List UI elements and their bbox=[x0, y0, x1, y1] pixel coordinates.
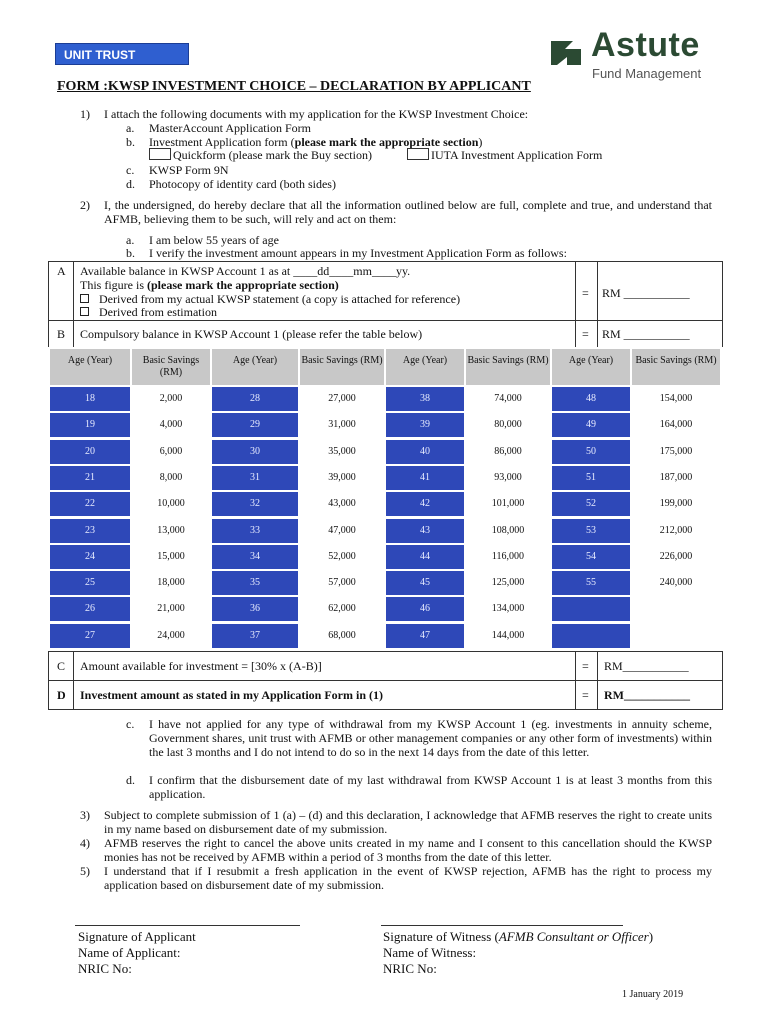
item-2-number: 2) bbox=[80, 198, 90, 212]
row-b-equals: = bbox=[582, 327, 589, 341]
age-cell: 29 bbox=[212, 413, 298, 437]
age-cell bbox=[552, 624, 630, 648]
unit-trust-badge: UNIT TRUST bbox=[55, 43, 189, 65]
item-1a-text: MasterAccount Application Form bbox=[149, 121, 311, 135]
row-d-equals: = bbox=[582, 688, 589, 702]
item-4-number: 4) bbox=[80, 836, 90, 850]
age-cell: 24 bbox=[50, 545, 130, 569]
age-cell: 34 bbox=[212, 545, 298, 569]
row-c-amount[interactable]: RM___________ bbox=[604, 659, 689, 673]
quickform-label: Quickform (please mark the Buy section) bbox=[173, 148, 372, 162]
row-a-equals: = bbox=[582, 286, 589, 300]
savings-header-4: Age (Year) bbox=[386, 349, 464, 385]
savings-header-6: Age (Year) bbox=[552, 349, 630, 385]
savings-cell: 21,000 bbox=[132, 597, 210, 621]
age-cell: 49 bbox=[552, 413, 630, 437]
row-b-amount[interactable]: RM ___________ bbox=[602, 327, 690, 341]
age-cell: 37 bbox=[212, 624, 298, 648]
estimation-label: Derived from estimation bbox=[99, 305, 217, 319]
item-1a-letter: a. bbox=[126, 121, 135, 135]
age-cell: 33 bbox=[212, 519, 298, 543]
estimation-checkbox[interactable] bbox=[80, 307, 89, 316]
age-cell: 46 bbox=[386, 597, 464, 621]
savings-cell: 4,000 bbox=[132, 413, 210, 437]
item-1-number: 1) bbox=[80, 107, 90, 121]
savings-cell: 39,000 bbox=[300, 466, 384, 490]
savings-cell: 240,000 bbox=[632, 571, 720, 595]
item-2b-text: I verify the investment amount appears in my Investment Application Form as follows: bbox=[149, 246, 567, 260]
age-cell: 23 bbox=[50, 519, 130, 543]
age-cell: 51 bbox=[552, 466, 630, 490]
applicant-nric-label[interactable]: NRIC No: bbox=[78, 961, 132, 976]
row-c-equals: = bbox=[582, 659, 589, 673]
age-cell: 40 bbox=[386, 440, 464, 464]
statement-label: Derived from my actual KWSP statement (a copy is attached for reference) bbox=[99, 292, 461, 306]
savings-cell: 144,000 bbox=[466, 624, 550, 648]
savings-cell: 8,000 bbox=[132, 466, 210, 490]
savings-cell: 199,000 bbox=[632, 492, 720, 516]
age-cell: 42 bbox=[386, 492, 464, 516]
savings-cell: 52,000 bbox=[300, 545, 384, 569]
item-2b-letter: b. bbox=[126, 246, 135, 260]
item-1-text: I attach the following documents with my application for the KWSP Investment Choice: bbox=[104, 107, 529, 121]
item-4-text: AFMB reserves the right to cancel the above units created in my name and I consent to this cancellation should the KWSP monies has not be received by AFMB within a period of 3 months from the date of this letter. bbox=[104, 836, 712, 864]
statement-checkbox[interactable] bbox=[80, 294, 89, 303]
age-cell: 31 bbox=[212, 466, 298, 490]
savings-cell bbox=[632, 597, 720, 621]
savings-cell: 187,000 bbox=[632, 466, 720, 490]
row-a-line2-bold: (please mark the appropriate section) bbox=[147, 278, 339, 292]
row-a-option-statement[interactable] bbox=[80, 292, 460, 306]
savings-cell: 212,000 bbox=[632, 519, 720, 543]
age-cell: 26 bbox=[50, 597, 130, 621]
item-2d-text: I confirm that the disbursement date of my last withdrawal from KWSP Account 1 is at least 3 months from this application. bbox=[149, 773, 712, 801]
row-c-text: Amount available for investment = [30% x (A-B)] bbox=[80, 659, 322, 673]
age-cell: 47 bbox=[386, 624, 464, 648]
witness-sig-role: AFMB Consultant or Officer bbox=[498, 929, 649, 944]
iuta-option[interactable] bbox=[407, 148, 602, 162]
age-cell: 53 bbox=[552, 519, 630, 543]
witness-name-label[interactable]: Name of Witness: bbox=[383, 945, 477, 960]
logo-name: Astute bbox=[591, 26, 700, 64]
savings-cell: 43,000 bbox=[300, 492, 384, 516]
item-5-text: I understand that if I resubmit a fresh application in the event of KWSP rejection, AFMB has the right to process my application based on disbursement date of my submission. bbox=[104, 864, 712, 892]
iuta-label: IUTA Investment Application Form bbox=[431, 148, 603, 162]
savings-cell: 68,000 bbox=[300, 624, 384, 648]
savings-cell: 125,000 bbox=[466, 571, 550, 595]
age-cell: 38 bbox=[386, 387, 464, 411]
savings-cell: 175,000 bbox=[632, 440, 720, 464]
witness-signature-label bbox=[383, 929, 653, 945]
age-cell: 45 bbox=[386, 571, 464, 595]
age-cell: 43 bbox=[386, 519, 464, 543]
savings-cell: 6,000 bbox=[132, 440, 210, 464]
item-2a-text: I am below 55 years of age bbox=[149, 233, 279, 247]
form-title: FORM :KWSP INVESTMENT CHOICE – DECLARATION BY APPLICANT bbox=[57, 79, 531, 94]
item-3-text: Subject to complete submission of 1 (a) – (d) and this declaration, I acknowledge that AFMB reserves the right to create units in my name based on disbursement date of my submission. bbox=[104, 808, 712, 836]
item-3-number: 3) bbox=[80, 808, 90, 822]
savings-cell: 2,000 bbox=[132, 387, 210, 411]
witness-signature-line[interactable] bbox=[381, 925, 623, 926]
age-cell: 20 bbox=[50, 440, 130, 464]
savings-cell: 108,000 bbox=[466, 519, 550, 543]
savings-header-1: Basic Savings (RM) bbox=[132, 349, 210, 385]
age-cell: 39 bbox=[386, 413, 464, 437]
row-a-line2-prefix: This figure is bbox=[80, 278, 147, 292]
age-cell: 35 bbox=[212, 571, 298, 595]
item-2-text: I, the undersigned, do hereby declare that all the information outlined below are full, complete and true, and understand that AFMB, believing them to be such, will rely and act on them: bbox=[104, 198, 712, 226]
age-cell: 21 bbox=[50, 466, 130, 490]
savings-cell: 35,000 bbox=[300, 440, 384, 464]
savings-cell: 62,000 bbox=[300, 597, 384, 621]
age-cell: 41 bbox=[386, 466, 464, 490]
age-cell: 32 bbox=[212, 492, 298, 516]
age-cell: 27 bbox=[50, 624, 130, 648]
applicant-signature-line[interactable] bbox=[75, 925, 300, 926]
row-c-label: C bbox=[57, 659, 66, 673]
applicant-block bbox=[78, 929, 196, 977]
quickform-checkbox[interactable] bbox=[149, 148, 171, 160]
witness-block bbox=[383, 929, 653, 977]
savings-header-7: Basic Savings (RM) bbox=[632, 349, 720, 385]
savings-cell: 116,000 bbox=[466, 545, 550, 569]
row-b-text: Compulsory balance in KWSP Account 1 (please refer the table below) bbox=[80, 327, 423, 341]
item-2c-text: I have not applied for any type of withdrawal from my KWSP Account 1 (eg. investments in annuity scheme, Government shares, unit trust with AFMB or other management companies or any other form of investments) within the last 3 months and I do not intend to do so in the next 14 days from the date of this letter. bbox=[149, 717, 712, 759]
row-a-label: A bbox=[57, 264, 66, 278]
savings-cell: 74,000 bbox=[466, 387, 550, 411]
age-cell: 28 bbox=[212, 387, 298, 411]
savings-cell: 93,000 bbox=[466, 466, 550, 490]
age-cell bbox=[552, 597, 630, 621]
row-b-label: B bbox=[57, 327, 66, 341]
savings-cell: 86,000 bbox=[466, 440, 550, 464]
age-cell: 52 bbox=[552, 492, 630, 516]
item-1b-bold: please mark the appropriate section bbox=[294, 135, 479, 149]
witness-nric-label[interactable]: NRIC No: bbox=[383, 961, 437, 976]
savings-cell: 10,000 bbox=[132, 492, 210, 516]
age-cell: 55 bbox=[552, 571, 630, 595]
savings-cell: 101,000 bbox=[466, 492, 550, 516]
age-cell: 44 bbox=[386, 545, 464, 569]
item-2a-letter: a. bbox=[126, 233, 135, 247]
row-d-text: Investment amount as stated in my Application Form in (1) bbox=[80, 688, 384, 702]
row-a-option-estimation[interactable] bbox=[80, 305, 217, 319]
row-d-amount[interactable]: RM___________ bbox=[604, 688, 690, 702]
row-a-amount[interactable]: RM ___________ bbox=[602, 286, 690, 300]
savings-cell: 57,000 bbox=[300, 571, 384, 595]
age-cell: 36 bbox=[212, 597, 298, 621]
age-cell: 54 bbox=[552, 545, 630, 569]
item-1b-close: ) bbox=[478, 135, 483, 149]
item-1c-text: KWSP Form 9N bbox=[149, 163, 229, 177]
age-cell: 22 bbox=[50, 492, 130, 516]
savings-cell bbox=[632, 624, 720, 648]
savings-cell: 80,000 bbox=[466, 413, 550, 437]
logo-subtitle: Fund Management bbox=[592, 66, 702, 81]
item-1d-letter: d. bbox=[126, 177, 135, 191]
age-cell: 50 bbox=[552, 440, 630, 464]
savings-cell: 27,000 bbox=[300, 387, 384, 411]
savings-cell: 164,000 bbox=[632, 413, 720, 437]
savings-cell: 226,000 bbox=[632, 545, 720, 569]
item-1b-text bbox=[149, 135, 482, 149]
savings-cell: 24,000 bbox=[132, 624, 210, 648]
savings-header-5: Basic Savings (RM) bbox=[466, 349, 550, 385]
item-1b-prefix: Investment Application form ( bbox=[149, 135, 295, 149]
savings-cell: 154,000 bbox=[632, 387, 720, 411]
savings-cell: 18,000 bbox=[132, 571, 210, 595]
item-5-number: 5) bbox=[80, 864, 90, 878]
savings-header-2: Age (Year) bbox=[212, 349, 298, 385]
row-d-label: D bbox=[57, 688, 66, 702]
item-1c-letter: c. bbox=[126, 163, 135, 177]
savings-cell: 13,000 bbox=[132, 519, 210, 543]
savings-header-0: Age (Year) bbox=[50, 349, 130, 385]
astute-logo-icon bbox=[549, 33, 583, 67]
basic-savings-table bbox=[48, 347, 723, 651]
item-1b-letter: b. bbox=[126, 135, 135, 149]
savings-cell: 15,000 bbox=[132, 545, 210, 569]
age-cell: 30 bbox=[212, 440, 298, 464]
savings-header-3: Basic Savings (RM) bbox=[300, 349, 384, 385]
quickform-option[interactable] bbox=[149, 148, 372, 162]
item-2d-letter: d. bbox=[126, 773, 135, 787]
iuta-checkbox[interactable] bbox=[407, 148, 429, 160]
witness-sig-prefix: Signature of Witness ( bbox=[383, 929, 499, 944]
item-1d-text: Photocopy of identity card (both sides) bbox=[149, 177, 336, 191]
row-a-line1: Available balance in KWSP Account 1 as at ____dd____mm____yy. bbox=[80, 264, 411, 278]
age-cell: 19 bbox=[50, 413, 130, 437]
row-a-line2 bbox=[80, 278, 339, 292]
applicant-signature-label: Signature of Applicant bbox=[78, 929, 196, 944]
savings-cell: 31,000 bbox=[300, 413, 384, 437]
age-cell: 48 bbox=[552, 387, 630, 411]
savings-cell: 47,000 bbox=[300, 519, 384, 543]
savings-cell: 134,000 bbox=[466, 597, 550, 621]
footer-date: 1 January 2019 bbox=[622, 989, 684, 1000]
item-2c-letter: c. bbox=[126, 717, 135, 731]
age-cell: 25 bbox=[50, 571, 130, 595]
age-cell: 18 bbox=[50, 387, 130, 411]
witness-sig-suffix: ) bbox=[648, 929, 654, 944]
applicant-name-label[interactable]: Name of Applicant: bbox=[78, 945, 181, 960]
